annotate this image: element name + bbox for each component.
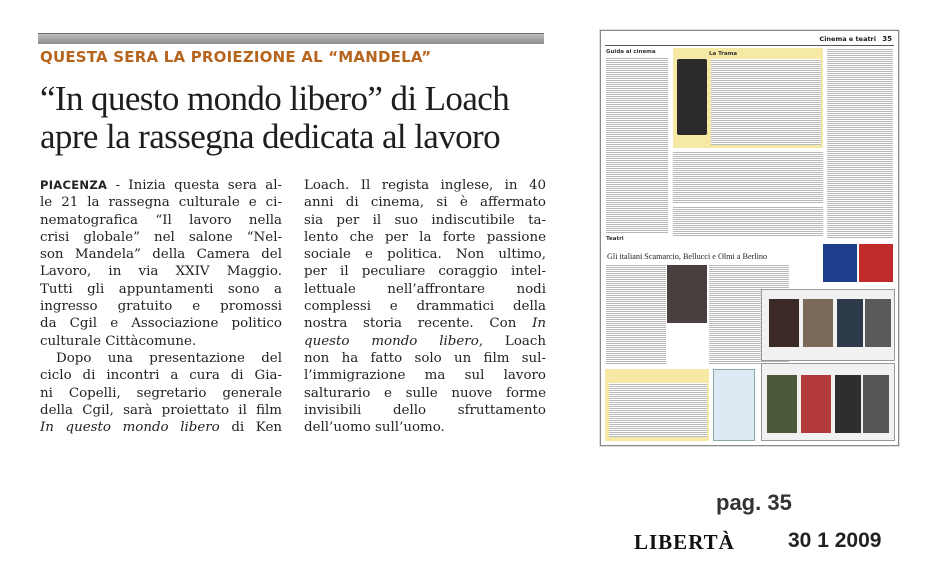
film-poster <box>837 299 863 347</box>
body-line: ciclo di incontri a cura di Gia- <box>40 368 282 384</box>
ad-poster-blue <box>823 244 857 282</box>
article-headline <box>40 80 550 156</box>
thumbnail-section-guide: Guida ai cinema <box>606 49 656 55</box>
film-poster <box>769 299 799 347</box>
film-poster <box>863 375 889 433</box>
newspaper-logo: LIBERTÀ <box>634 530 735 554</box>
body-line: per il peculiare coraggio intel- <box>304 264 546 280</box>
thumbnail-section-teatri: Teatri <box>606 236 624 242</box>
thumbnail-page-label: Cinema e teatri <box>819 35 876 43</box>
film-poster <box>801 375 831 433</box>
body-line: lettuale nell’affrontare nodi <box>304 281 546 297</box>
right-listings <box>827 48 893 238</box>
body-line: nematografica “Il lavoro nella <box>40 212 282 228</box>
article-kicker: QUESTA SERA LA PROIEZIONE AL “MANDELA” <box>40 48 432 66</box>
body-line: complessi e drammatici della <box>304 299 546 315</box>
body-line: ni Copelli, segretario generale <box>40 385 282 401</box>
page-thumbnail <box>600 30 899 446</box>
thumbnail-feature-title: Gli italiani Scamarcio, Bellucci e Olmi a Berlino <box>607 252 768 261</box>
body-line: nostra storia recente. Con <box>304 316 533 332</box>
body-line: sociale e politica. Non ultimo, <box>304 247 546 263</box>
body-line: sia per il suo indiscutibile ta- <box>304 212 546 228</box>
header-rule <box>38 33 544 44</box>
film-poster <box>803 299 833 347</box>
thumbnail-header <box>605 35 894 46</box>
body-line: Dopo una presentazione del <box>56 350 282 366</box>
body-line: l’immigrazione ma sul lavoro <box>304 368 546 384</box>
article-column-1 <box>40 177 282 436</box>
body-line: anni di cinema, si è affermato <box>304 195 546 211</box>
listings-column <box>606 57 668 233</box>
article-column-2 <box>304 177 546 436</box>
film-poster <box>767 375 797 433</box>
feature-text <box>606 264 666 364</box>
thumbnail-section-trama: La Trama <box>709 51 738 57</box>
body-line: culturale Cittàcomune. <box>40 333 197 349</box>
publication-date: 30 1 2009 <box>788 529 882 552</box>
body-line: della Cgil, sarà proiettato il film <box>40 402 282 418</box>
trama-text <box>711 59 821 145</box>
body-line: Lavoro, in via XXIV Maggio. <box>40 264 282 280</box>
body-line: Tutti gli appuntamenti sono a <box>40 281 282 297</box>
page-number-label: pag. 35 <box>716 490 792 515</box>
highlighted-article-text <box>609 383 707 437</box>
body-line: - Inizia questa sera al- <box>107 178 282 193</box>
body-line: di Ken <box>219 420 283 436</box>
film-poster <box>865 299 891 347</box>
film-poster <box>835 375 861 433</box>
body-line: , Loach <box>478 333 546 349</box>
headline-line-2: apre la rassegna dedicata al lavoro <box>40 117 500 156</box>
body-line: crisi globale” nel salone “Nel- <box>40 229 282 245</box>
film-title: questo mondo libero <box>304 333 479 349</box>
body-line: Loach. Il regista inglese, in 40 <box>304 178 546 193</box>
body-line: ingresso gratuito e promossi <box>40 299 282 315</box>
thumbnail-page-number: 35 <box>882 35 892 43</box>
mid-listings <box>673 151 823 203</box>
milk-ad <box>713 369 755 441</box>
article-dateline: PIACENZA <box>40 178 108 192</box>
headline-line-1: “In questo mondo libero” di Loach <box>40 79 510 118</box>
body-line: le 21 la rassegna culturale e ci- <box>40 195 282 211</box>
body-line: salturario e sulle nuove forme <box>304 385 546 401</box>
ad-poster-red <box>859 244 893 282</box>
theatres-listings <box>673 206 823 236</box>
body-line: dell’uomo sull’uomo. <box>304 420 445 436</box>
portrait-photo <box>677 59 707 135</box>
film-title: In <box>532 316 546 332</box>
body-line: da Cgil e Associazione politico <box>40 316 282 332</box>
body-line: invisibili dello sfruttamento <box>304 402 546 418</box>
film-title: In questo mondo libero <box>40 420 220 436</box>
body-line: non ha fatto solo un film sul- <box>304 350 546 366</box>
actress-photo <box>667 265 707 323</box>
body-line: son Mandela” della Camera del <box>40 247 282 263</box>
body-line: lento che per la forte passione <box>304 229 546 245</box>
